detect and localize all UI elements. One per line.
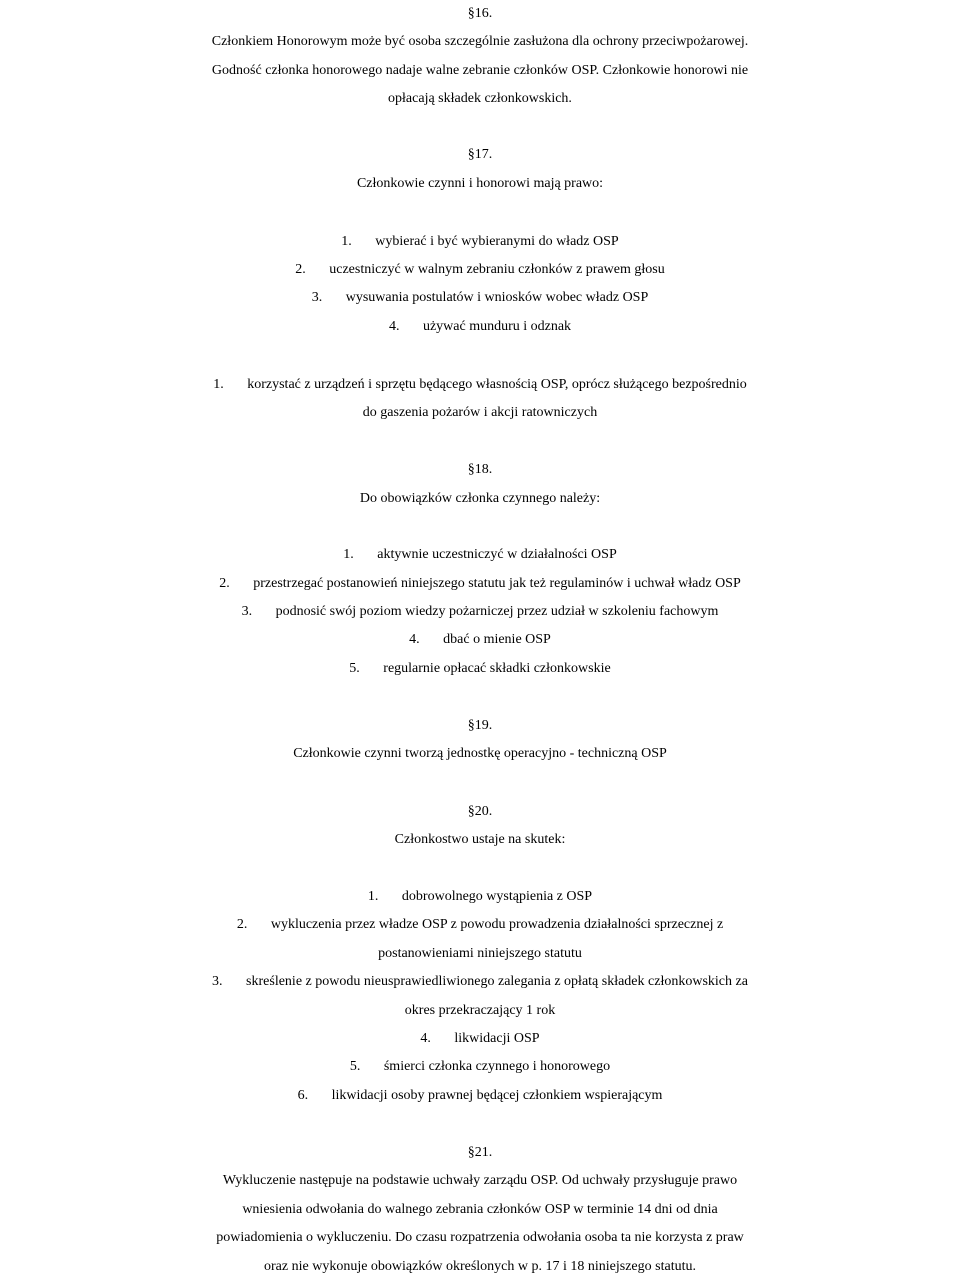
list-item-number: 5. — [349, 1059, 361, 1074]
list-item-continuation: okres przekraczający 1 rok — [404, 1003, 556, 1018]
list-item-continuation: postanowieniami niniejszego statutu — [378, 946, 582, 961]
section-19-text: Członkowie czynni tworzą jednostkę operacyjno - techniczną OSP — [293, 746, 667, 761]
list-item — [0, 570, 960, 598]
list-item-number: 4. — [388, 319, 400, 334]
section-20-intro: Członkostwo ustaje na skutek: — [394, 832, 566, 847]
list-item-number: 3. — [311, 290, 323, 305]
list-item-number: 4. — [420, 1031, 431, 1046]
section-16-text-line: Godność członka honorowego nadaje walne zebranie członków OSP. Członkowie honorowi nie — [211, 63, 749, 78]
list-item-text: skreślenie z powodu nieusprawiedliwionego zalegania z opłatą składek członkowskich za — [246, 974, 748, 989]
list-item-text: dbać o mienie OSP — [443, 632, 551, 647]
section-17-heading: §17. — [467, 147, 493, 162]
list-item — [0, 284, 960, 312]
list-item-text: wykluczenia przez władze OSP z powodu prowadzenia działalności sprzecznej z — [270, 917, 724, 932]
list-item-continuation: do gaszenia pożarów i akcji ratowniczych — [362, 405, 598, 420]
list-item-text: używać munduru i odznak — [422, 319, 572, 334]
list-item-number: 1. — [343, 547, 354, 562]
list-item-text: korzystać z urządzeń i sprzętu będącego własnością OSP, oprócz służącego bezpośrednio — [247, 377, 747, 392]
list-item — [0, 541, 960, 569]
list-item — [0, 911, 960, 939]
list-item-number: 1. — [341, 234, 352, 249]
section-16-heading: §16. — [467, 6, 493, 21]
list-item-text: przestrzegać postanowień niniejszego statutu jak też regulaminów i uchwał władz OSP — [253, 576, 741, 591]
list-item-number: 3. — [212, 974, 223, 989]
list-item-number: 2. — [236, 917, 248, 932]
list-item — [0, 371, 960, 399]
list-item-number: 4. — [409, 632, 420, 647]
list-item-text: aktywnie uczestniczyć w działalności OSP — [377, 547, 617, 562]
list-item — [0, 655, 960, 683]
list-item-text: podnosić swój poziom wiedzy pożarniczej przez udział w szkoleniu fachowym — [275, 604, 719, 619]
list-item — [0, 228, 960, 256]
list-item-number: 1. — [367, 889, 379, 904]
section-16-text-line: Członkiem Honorowym może być osoba szczególnie zasłużona dla ochrony przeciwpożarowej. — [211, 34, 749, 49]
list-item — [0, 1053, 960, 1081]
list-item — [0, 626, 960, 654]
list-item — [0, 256, 960, 284]
section-17-intro: Członkowie czynni i honorowi mają prawo: — [356, 176, 604, 191]
list-item-text: wybierać i być wybieranymi do władz OSP — [375, 234, 619, 249]
section-18-intro: Do obowiązków członka czynnego należy: — [359, 491, 601, 506]
section-21-text-line: wniesienia odwołania do walnego zebrania członków OSP w terminie 14 dni od dnia — [242, 1202, 718, 1217]
section-21-text-line: Wykluczenie następuje na podstawie uchwały zarządu OSP. Od uchwały przysługuje prawo — [222, 1173, 738, 1188]
list-item-text: śmierci członka czynnego i honorowego — [383, 1059, 611, 1074]
list-item-text: uczestniczyć w walnym zebraniu członków z prawem głosu — [329, 262, 665, 277]
section-21-heading: §21. — [467, 1145, 493, 1160]
section-20-heading: §20. — [467, 804, 493, 819]
list-item — [0, 968, 960, 996]
list-item-text: likwidacji OSP — [454, 1031, 540, 1046]
section-19-heading: §19. — [467, 718, 493, 733]
list-item-number: 3. — [241, 604, 253, 619]
list-item — [0, 1025, 960, 1053]
list-item-number: 6. — [297, 1088, 309, 1103]
list-item — [0, 883, 960, 911]
section-18-heading: §18. — [467, 462, 493, 477]
list-item — [0, 313, 960, 341]
list-item-text: dobrowolnego wystąpienia z OSP — [401, 889, 593, 904]
list-item-text: likwidacji osoby prawnej będącej członkiem wspierającym — [331, 1088, 663, 1103]
list-item-number: 5. — [349, 661, 360, 676]
list-item-text: regularnie opłacać składki członkowskie — [383, 661, 611, 676]
list-item-text: wysuwania postulatów i wniosków wobec władz OSP — [345, 290, 649, 305]
section-21-text-line: powiadomienia o wykluczeniu. Do czasu rozpatrzenia odwołania osoba ta nie korzysta z praw — [216, 1230, 744, 1245]
list-item-number: 1. — [213, 377, 224, 392]
section-16-text-line: opłacają składek członkowskich. — [388, 91, 572, 106]
list-item — [0, 598, 960, 626]
section-21-text-line: oraz nie wykonuje obowiązków określonych w p. 17 i 18 niniejszego statutu. — [264, 1259, 696, 1274]
list-item-number: 2. — [219, 576, 230, 591]
list-item — [0, 1082, 960, 1110]
list-item-number: 2. — [295, 262, 306, 277]
